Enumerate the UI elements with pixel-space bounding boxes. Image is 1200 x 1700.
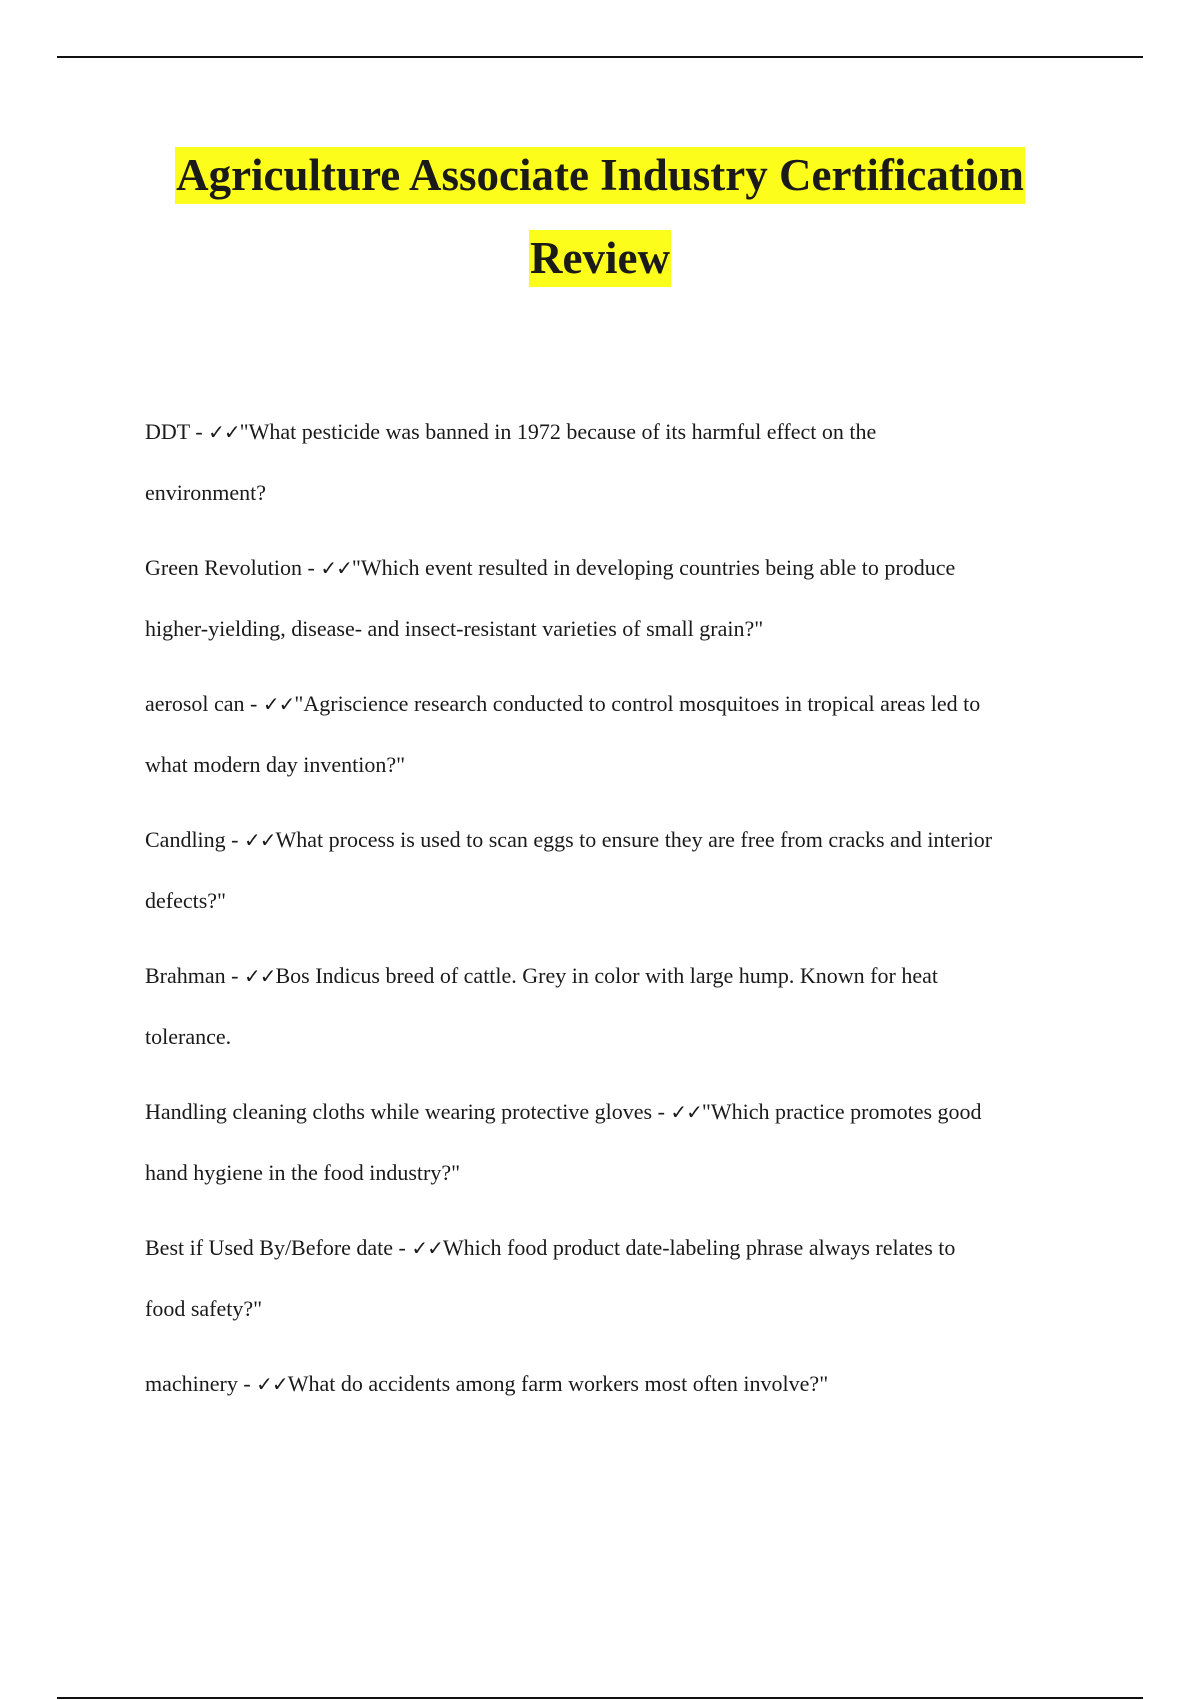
double-check-icon: ✓✓ xyxy=(411,1236,443,1260)
answer-text: Handling cleaning cloths while wearing protective gloves - xyxy=(145,1099,671,1124)
entry-line-continued: tolerance. xyxy=(145,1024,232,1049)
double-check-icon: ✓✓ xyxy=(320,556,352,580)
answer-text: Best if Used By/Before date - xyxy=(145,1235,412,1260)
question-text: "What pesticide was banned in 1972 because of its harmful effect on the xyxy=(239,419,877,444)
entry-line-continued: defects?" xyxy=(145,888,227,913)
review-entry xyxy=(145,1081,1090,1203)
double-check-icon: ✓✓ xyxy=(243,964,276,988)
double-check-icon: ✓✓ xyxy=(244,828,276,852)
entry-line xyxy=(145,673,1090,734)
entry-line xyxy=(145,1353,1090,1414)
double-check-icon: ✓✓ xyxy=(262,692,295,716)
question-text: What process is used to scan eggs to ensure they are free from cracks and interior xyxy=(275,827,993,852)
double-check-icon: ✓✓ xyxy=(208,420,240,444)
double-check-icon: ✓✓ xyxy=(256,1372,288,1396)
answer-text: Brahman - xyxy=(145,963,244,988)
entry-line xyxy=(145,537,1090,598)
answer-text: DDT - xyxy=(145,419,209,444)
question-text: Which food product date-labeling phrase always relates to xyxy=(442,1235,956,1260)
answer-text: machinery - xyxy=(145,1371,257,1396)
entry-line-continued: what modern day invention?" xyxy=(145,752,406,777)
answer-text: aerosol can - xyxy=(145,691,263,716)
review-entry xyxy=(145,1217,1090,1339)
double-check-icon: ✓✓ xyxy=(670,1100,702,1124)
review-entry xyxy=(145,1353,1090,1414)
question-text: "Which event resulted in developing countries being able to produce xyxy=(351,555,956,580)
question-text: "Agriscience research conducted to control mosquitoes in tropical areas led to xyxy=(294,691,981,716)
review-entry xyxy=(145,809,1090,931)
review-entry xyxy=(145,673,1090,795)
answer-text: Green Revolution - xyxy=(145,555,321,580)
review-entry xyxy=(145,945,1090,1067)
top-rule xyxy=(57,56,1143,58)
review-entry xyxy=(145,537,1090,659)
entry-line-continued: hand hygiene in the food industry?" xyxy=(145,1160,461,1185)
question-text: What do accidents among farm workers most often involve?" xyxy=(287,1371,829,1396)
entry-line-continued: environment? xyxy=(145,480,266,505)
title-line-2: Review xyxy=(529,230,671,287)
entry-line xyxy=(145,1081,1090,1142)
review-entry xyxy=(145,401,1090,523)
entry-line xyxy=(145,945,1090,1006)
entry-line xyxy=(145,809,1090,870)
bottom-rule xyxy=(57,1697,1143,1699)
question-text: "Which practice promotes good xyxy=(701,1099,982,1124)
answer-text: Candling - xyxy=(145,827,244,852)
title-line-1: Agriculture Associate Industry Certification xyxy=(175,147,1025,204)
review-entries xyxy=(145,401,1090,1428)
entry-line xyxy=(145,401,1090,462)
entry-line xyxy=(145,1217,1090,1278)
document-title xyxy=(100,134,1100,300)
question-text: Bos Indicus breed of cattle. Grey in color with large hump. Known for heat xyxy=(275,963,938,988)
entry-line-continued: higher-yielding, disease- and insect-resistant varieties of small grain?" xyxy=(145,616,764,641)
entry-line-continued: food safety?" xyxy=(145,1296,263,1321)
